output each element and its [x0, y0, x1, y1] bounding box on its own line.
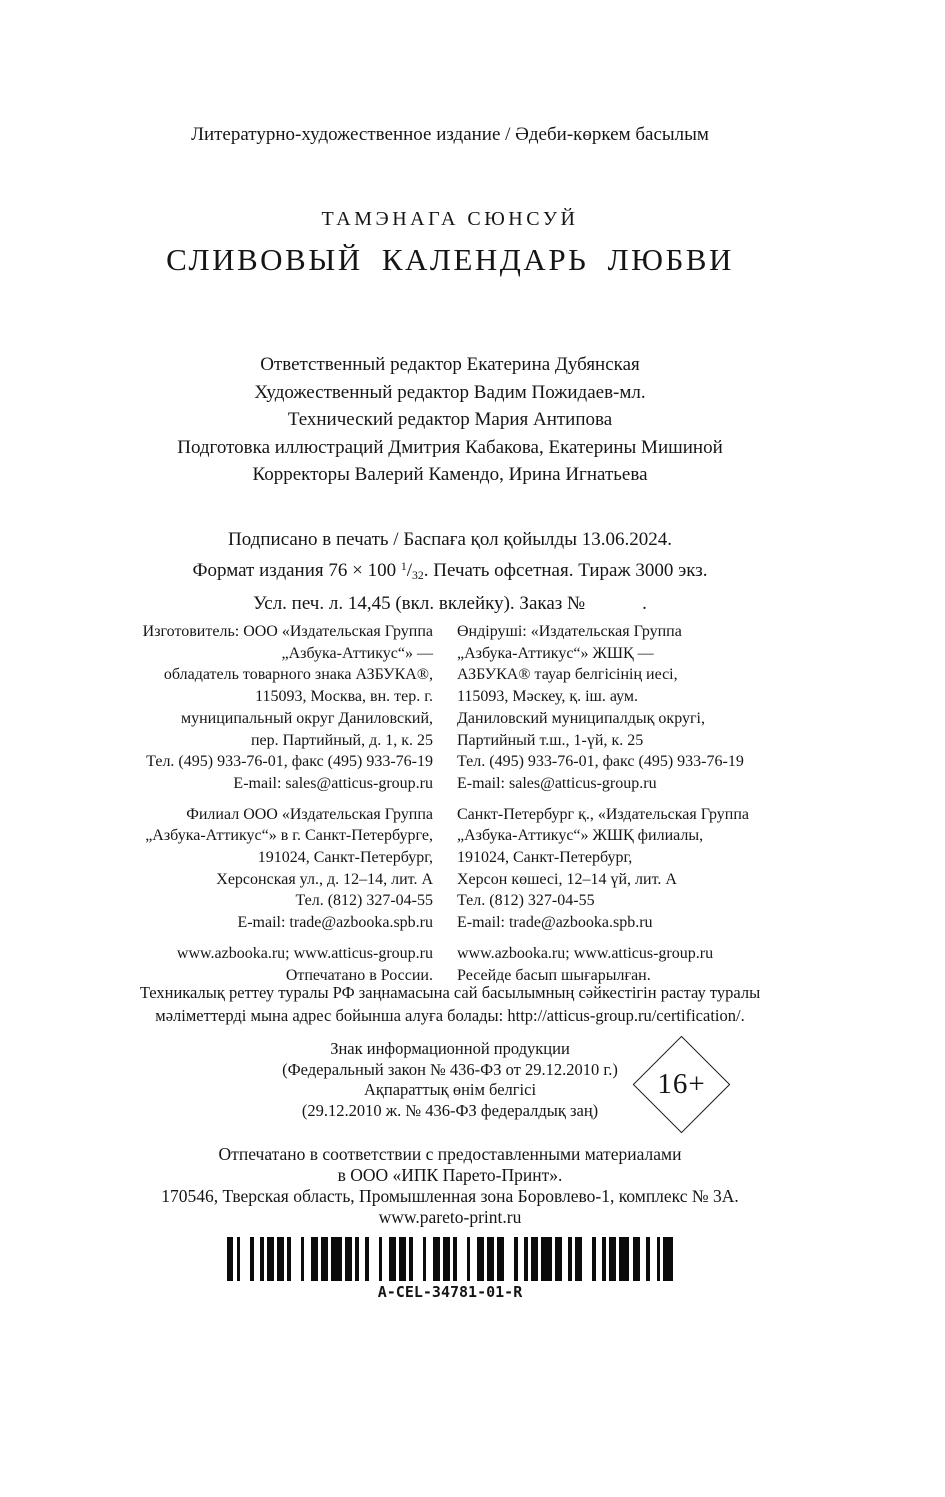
text-line: 115093, Мәскеу, қ. іш. аум. [457, 688, 639, 706]
info-sign-line: Знак информационной продукции [330, 1039, 570, 1058]
text-line: Тел. (812) 327-04-55 [295, 892, 433, 910]
websites-line: www.azbooka.ru; www.atticus-group.ru [176, 944, 433, 962]
fraction-denominator: 32 [412, 569, 424, 583]
text-line: E-mail: sales@atticus-group.ru [457, 774, 657, 792]
barcode-bars [227, 1237, 674, 1281]
order-line: Усл. печ. л. 14,45 (вкл. вклейку). Заказ № . [253, 592, 647, 614]
credit-line: Ответственный редактор Екатерина Дубянская [260, 354, 640, 375]
printed-in-line: Отпечатано в России. [285, 966, 433, 984]
printed-in-line: Ресейде басып шығарылған. [457, 966, 651, 984]
text-line: АЗБУКА® тауар белгісінің иесі, [457, 666, 678, 684]
info-sign-line: Ақпараттық өнім белгісі [363, 1080, 537, 1100]
text-line: 115093, Москва, вн. тер. г. [255, 688, 433, 706]
barcode [100, 1237, 800, 1301]
print-run-info [100, 526, 800, 617]
publisher-columns [108, 621, 792, 995]
text-line: Херсонская ул., д. 12–14, лит. А [216, 870, 433, 888]
manufacturer-block-ru [108, 621, 433, 795]
editorial-credits [100, 351, 800, 489]
text-line: Партийный т.ш., 1-үй, к. 25 [457, 731, 644, 749]
publisher-column-russian [108, 621, 433, 995]
format-line: Формат издания 76 × 100 $^1/_{32}$. Печать офсетная. Тираж 3000 экз. [192, 560, 708, 583]
websites-line: www.azbooka.ru; www.atticus-group.ru [457, 944, 714, 962]
text-line: Филиал ООО «Издательская Группа [186, 805, 433, 823]
text-line: Тел. (812) 327-04-55 [457, 892, 595, 910]
text-line: Херсон көшесі, 12–14 үй, лит. А [457, 870, 677, 888]
text-line: Тел. (495) 933-76-01, факс (495) 933-76-19 [146, 753, 433, 771]
credit-line: Технический редактор Мария Антипова [287, 409, 613, 431]
text-line: E-mail: trade@azbooka.spb.ru [457, 914, 653, 932]
text-line: Изготовитель: ООО «Издательская Группа [142, 623, 433, 640]
text-line: муниципальный округ Даниловский, [180, 709, 433, 727]
printing-house-info [100, 1144, 800, 1228]
age-rating-label: 16+ [657, 1068, 706, 1100]
text-line: пер. Партийный, д. 1, к. 25 [250, 731, 433, 749]
printing-line: www.pareto-print.ru [378, 1207, 522, 1227]
text-line: „Азбука-Аттикус“» ЖШҚ — [457, 644, 654, 662]
text-line: E-mail: sales@atticus-group.ru [233, 774, 433, 792]
info-sign-line: (29.12.2010 ж. № 436-ФЗ федералдық заң) [301, 1100, 599, 1120]
barcode-label: A-CEL-34781-01-R [377, 1283, 523, 1301]
text-line: обладатель товарного знака АЗБУКА®, [163, 666, 433, 684]
branch-block-ru [108, 804, 433, 934]
publisher-column-kazakh [457, 621, 792, 995]
text-line: „Азбука-Аттикус“» ЖШҚ филиалы, [457, 827, 704, 845]
printing-line: 170546, Тверская область, Промышленная зона Боровлево-1, комплекс № 3А. [161, 1186, 739, 1206]
text-line: 191024, Санкт-Петербург, [257, 849, 433, 867]
certification-line: мәліметтерді мына адрес бойынша алуға болады: http://atticus-group.ru/certification/. [155, 1006, 745, 1025]
printing-line: в ООО «ИПК Парето-Принт». [337, 1165, 563, 1185]
text-line: Даниловский муниципалдық округі, [457, 709, 705, 727]
credit-line: Художественный редактор Вадим Пожидаев-мл. [254, 381, 646, 403]
printing-line: Отпечатано в соответствии с предоставленными материалами [218, 1144, 682, 1164]
websites-block-ru [108, 943, 433, 986]
text-line: „Азбука-Аттикус“» в г. Санкт-Петербурге, [145, 827, 433, 845]
certification-note [100, 981, 800, 1027]
fraction-numerator: 1 [400, 560, 407, 574]
credit-line: Корректоры Валерий Камендо, Ирина Игнатьева [252, 464, 648, 486]
text-line: Санкт-Петербург қ., «Издательская Группа [457, 805, 749, 823]
book-author: ТАМЭНАГА СЮНСУЙ [321, 208, 579, 230]
print-date-line: Подписано в печать / Баспаға қол қойылды 13.06.2024. [228, 529, 672, 550]
text-line: E-mail: trade@azbooka.spb.ru [237, 914, 433, 932]
branch-block-kz [457, 804, 792, 934]
text-line: 191024, Санкт-Петербург, [457, 849, 633, 867]
text-line: „Азбука-Аттикус“» — [281, 644, 433, 662]
credit-line: Подготовка иллюстраций Дмитрия Кабакова, Екатерины Мишиной [177, 436, 723, 458]
manufacturer-block-kz [457, 621, 792, 795]
text-line: Тел. (495) 933-76-01, факс (495) 933-76-19 [457, 753, 744, 771]
certification-line: Техникалық реттеу туралы РФ заңнамасына сай басылымның сәйкестігін растау туралы [139, 983, 761, 1002]
text-line: Өндіруші: «Издательская Группа [457, 623, 682, 640]
edition-line: Литературно-художественное издание / Әдеби-көркем басылым [191, 124, 709, 145]
info-sign-line: (Федеральный закон № 436-ФЗ от 29.12.2010 г.) [282, 1059, 618, 1079]
book-title: СЛИВОВЫЙ КАЛЕНДАРЬ ЛЮБВИ [166, 242, 734, 277]
websites-block-kz [457, 943, 792, 986]
